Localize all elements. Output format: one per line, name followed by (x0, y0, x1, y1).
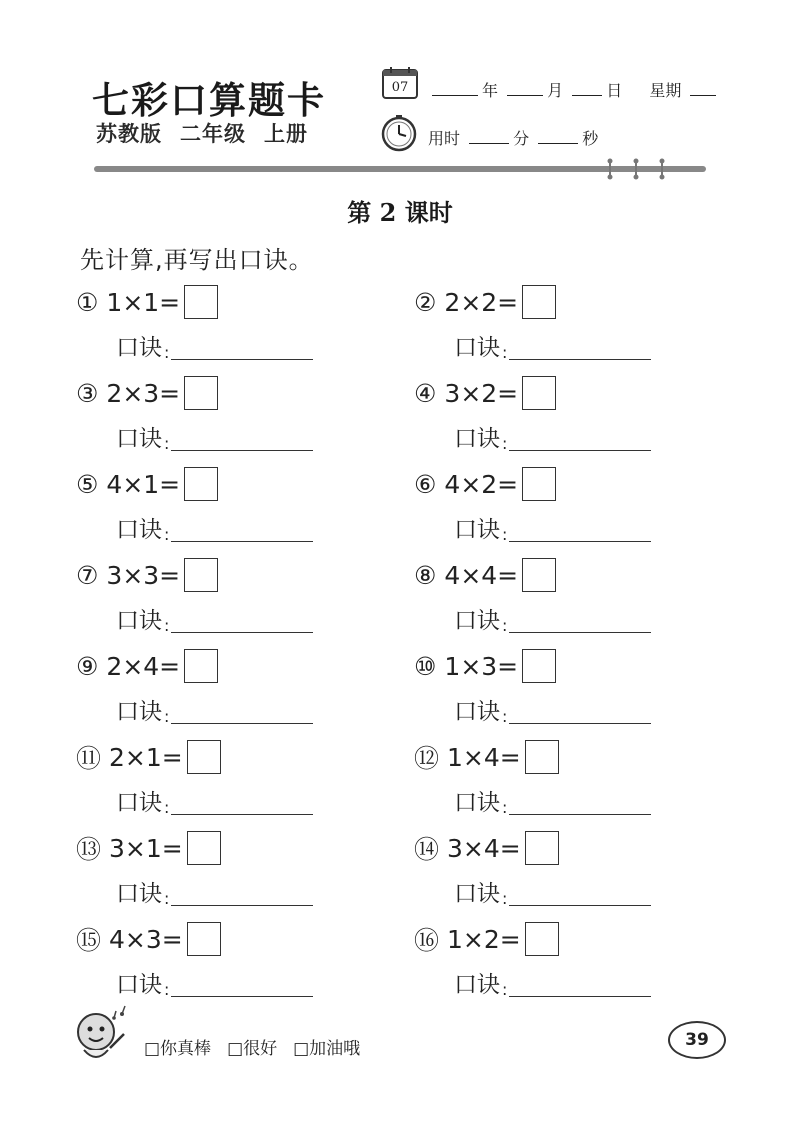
rhyme-colon: : (502, 616, 508, 635)
rhyme-row (454, 329, 651, 362)
rhyme-answer-line[interactable] (509, 904, 651, 906)
answer-box[interactable] (522, 376, 556, 410)
rhyme-answer-line[interactable] (171, 722, 313, 724)
problem-number: ⑤ (76, 469, 99, 499)
problem-item (76, 738, 396, 830)
rhyme-colon: : (502, 889, 508, 908)
rhyme-row (116, 511, 313, 544)
answer-box[interactable] (184, 285, 218, 319)
time-used-label: 用时 (428, 129, 461, 148)
rhyme-label: 口诀 (454, 699, 500, 725)
problem-item (414, 738, 734, 830)
problem-number: ⑥ (414, 469, 437, 499)
edition-info (96, 118, 326, 148)
problem-item (76, 283, 396, 375)
lesson-title: 第 2 课时 (347, 198, 453, 227)
rhyme-answer-line[interactable] (509, 995, 651, 997)
rhyme-answer-line[interactable] (171, 358, 313, 360)
answer-box[interactable] (522, 649, 556, 683)
time-used-line (428, 126, 598, 149)
problem-item (76, 920, 396, 1012)
month-label: 月 (547, 81, 564, 100)
rhyme-answer-line[interactable] (509, 358, 651, 360)
problem-number: ⑬ (76, 835, 102, 864)
rhyme-row (116, 329, 313, 362)
answer-box[interactable] (525, 831, 559, 865)
eval-option-good[interactable]: □很好 (227, 1039, 278, 1059)
answer-box[interactable] (187, 831, 221, 865)
rhyme-colon: : (164, 343, 170, 362)
answer-box[interactable] (184, 558, 218, 592)
rhyme-label: 口诀 (116, 426, 162, 452)
answer-box[interactable] (184, 467, 218, 501)
problem-expression: 1×2= (447, 924, 521, 954)
problem-number: ③ (76, 378, 99, 408)
rhyme-label: 口诀 (116, 517, 162, 543)
calendar-day: 07 (391, 80, 409, 95)
problem-item (414, 465, 734, 557)
rhyme-row (454, 420, 651, 453)
problem-number: ④ (414, 378, 437, 408)
problem-expression: 4×4= (444, 560, 519, 590)
page-number: 39 (668, 1021, 726, 1059)
problem-item (414, 829, 734, 921)
problem-number: ⑩ (414, 651, 437, 681)
answer-box[interactable] (522, 558, 556, 592)
problem-expression: 1×4= (447, 742, 521, 772)
rhyme-answer-line[interactable] (509, 722, 651, 724)
clock-icon (380, 114, 418, 152)
grade: 二年级 (180, 122, 246, 146)
problem-expression: 1×3= (444, 651, 519, 681)
answer-box[interactable] (184, 376, 218, 410)
rhyme-row (116, 602, 313, 635)
rhyme-label: 口诀 (116, 790, 162, 816)
rhyme-row (116, 420, 313, 453)
answer-box[interactable] (522, 467, 556, 501)
rhyme-answer-line[interactable] (509, 449, 651, 451)
rhyme-row (454, 511, 651, 544)
rhyme-row (454, 693, 651, 726)
equation (414, 647, 556, 685)
problem-number: ① (76, 287, 99, 317)
rhyme-colon: : (502, 980, 508, 999)
instruction: 先计算,再写出口诀。 (80, 246, 314, 274)
equation (414, 556, 556, 594)
month-blank[interactable] (507, 81, 543, 96)
equation (76, 283, 218, 321)
answer-box[interactable] (522, 285, 556, 319)
rhyme-colon: : (502, 343, 508, 362)
problem-expression: 1×1= (106, 287, 181, 317)
answer-box[interactable] (184, 649, 218, 683)
evaluation-options (144, 1034, 376, 1059)
rhyme-label: 口诀 (454, 972, 500, 998)
problem-item (76, 374, 396, 466)
problem-item (76, 647, 396, 739)
problem-item (414, 374, 734, 466)
seconds-blank[interactable] (538, 129, 578, 144)
problem-item (76, 556, 396, 648)
rhyme-answer-line[interactable] (171, 995, 313, 997)
problem-number: ⑪ (76, 744, 102, 773)
rhyme-label: 口诀 (116, 881, 162, 907)
rhyme-label: 口诀 (116, 335, 162, 361)
day-blank[interactable] (572, 81, 602, 96)
rhyme-answer-line[interactable] (509, 631, 651, 633)
weekday-label: 星期 (649, 81, 682, 100)
rhyme-colon: : (164, 434, 170, 453)
equation (76, 465, 218, 503)
binder-ring-icon (658, 158, 666, 180)
equation (414, 374, 556, 412)
rhyme-colon: : (164, 707, 170, 726)
day-label: 日 (606, 81, 623, 100)
rhyme-label: 口诀 (454, 517, 500, 543)
rhyme-label: 口诀 (116, 608, 162, 634)
problem-expression: 2×4= (106, 651, 181, 681)
answer-box[interactable] (187, 740, 221, 774)
header-divider (94, 166, 706, 172)
brand-title: 七彩口算题卡 (92, 78, 326, 122)
problem-expression: 4×3= (109, 924, 183, 954)
problem-number: ⑧ (414, 560, 437, 590)
problem-number: ⑨ (76, 651, 99, 681)
problem-item (76, 829, 396, 921)
problem-item (414, 556, 734, 648)
problem-number: ② (414, 287, 437, 317)
calendar-icon (381, 66, 419, 100)
weekday-blank[interactable] (690, 81, 716, 96)
year-label: 年 (482, 81, 499, 100)
binder-ring-icon (606, 158, 614, 180)
problem-number: ⑦ (76, 560, 99, 590)
binder-ring-icon (632, 158, 640, 180)
minutes-label: 分 (513, 129, 530, 148)
problem-item (76, 465, 396, 557)
equation (76, 374, 218, 412)
rhyme-label: 口诀 (454, 790, 500, 816)
rhyme-answer-line[interactable] (171, 631, 313, 633)
rhyme-row (116, 966, 313, 999)
rhyme-label: 口诀 (454, 881, 500, 907)
equation (76, 738, 221, 776)
year-blank[interactable] (432, 81, 478, 96)
answer-box[interactable] (525, 922, 559, 956)
problem-item (414, 647, 734, 739)
rhyme-row (454, 602, 651, 635)
problem-item (414, 283, 734, 375)
rhyme-colon: : (502, 707, 508, 726)
rhyme-answer-line[interactable] (171, 540, 313, 542)
problem-expression: 3×4= (447, 833, 521, 863)
rhyme-label: 口诀 (454, 426, 500, 452)
rhyme-answer-line[interactable] (509, 540, 651, 542)
equation (414, 465, 556, 503)
problem-expression: 2×1= (109, 742, 183, 772)
rhyme-colon: : (502, 798, 508, 817)
rhyme-row (116, 693, 313, 726)
problem-expression: 2×3= (106, 378, 181, 408)
rhyme-row (116, 784, 313, 817)
equation (414, 829, 559, 867)
rhyme-label: 口诀 (454, 608, 500, 634)
eval-option-great[interactable]: □你真棒 (144, 1039, 212, 1059)
seconds-label: 秒 (582, 129, 599, 148)
rhyme-colon: : (502, 434, 508, 453)
problem-number: ⑫ (414, 744, 440, 773)
publisher: 苏教版 (96, 122, 162, 146)
equation (414, 283, 556, 321)
equation (76, 556, 218, 594)
volume: 上册 (264, 122, 308, 146)
rhyme-label: 口诀 (454, 335, 500, 361)
rhyme-answer-line[interactable] (171, 449, 313, 451)
problem-item (414, 920, 734, 1012)
equation (76, 647, 218, 685)
rhyme-colon: : (502, 525, 508, 544)
problem-expression: 2×2= (444, 287, 519, 317)
rhyme-colon: : (164, 798, 170, 817)
problem-expression: 4×1= (106, 469, 181, 499)
rhyme-row (454, 875, 651, 908)
rhyme-colon: : (164, 889, 170, 908)
problem-expression: 3×1= (109, 833, 183, 863)
rhyme-colon: : (164, 525, 170, 544)
equation (76, 920, 221, 958)
equation (414, 738, 559, 776)
eval-option-keep-going[interactable]: □加油哦 (293, 1039, 361, 1059)
date-line (428, 78, 720, 101)
problem-expression: 3×3= (106, 560, 181, 590)
rhyme-label: 口诀 (116, 972, 162, 998)
rhyme-label: 口诀 (116, 699, 162, 725)
rhyme-colon: : (164, 980, 170, 999)
problem-number: ⑭ (414, 835, 440, 864)
problem-number: ⑮ (76, 926, 102, 955)
problem-number: ⑯ (414, 926, 440, 955)
rhyme-answer-line[interactable] (171, 813, 313, 815)
rhyme-colon: : (164, 616, 170, 635)
equation (76, 829, 221, 867)
rhyme-answer-line[interactable] (171, 904, 313, 906)
answer-box[interactable] (525, 740, 559, 774)
rhyme-row (454, 966, 651, 999)
equation (414, 920, 559, 958)
minutes-blank[interactable] (469, 129, 509, 144)
rhyme-row (454, 784, 651, 817)
rhyme-answer-line[interactable] (509, 813, 651, 815)
answer-box[interactable] (187, 922, 221, 956)
problem-expression: 4×2= (444, 469, 519, 499)
problem-expression: 3×2= (444, 378, 519, 408)
rhyme-row (116, 875, 313, 908)
mascot-icon (70, 1004, 132, 1070)
